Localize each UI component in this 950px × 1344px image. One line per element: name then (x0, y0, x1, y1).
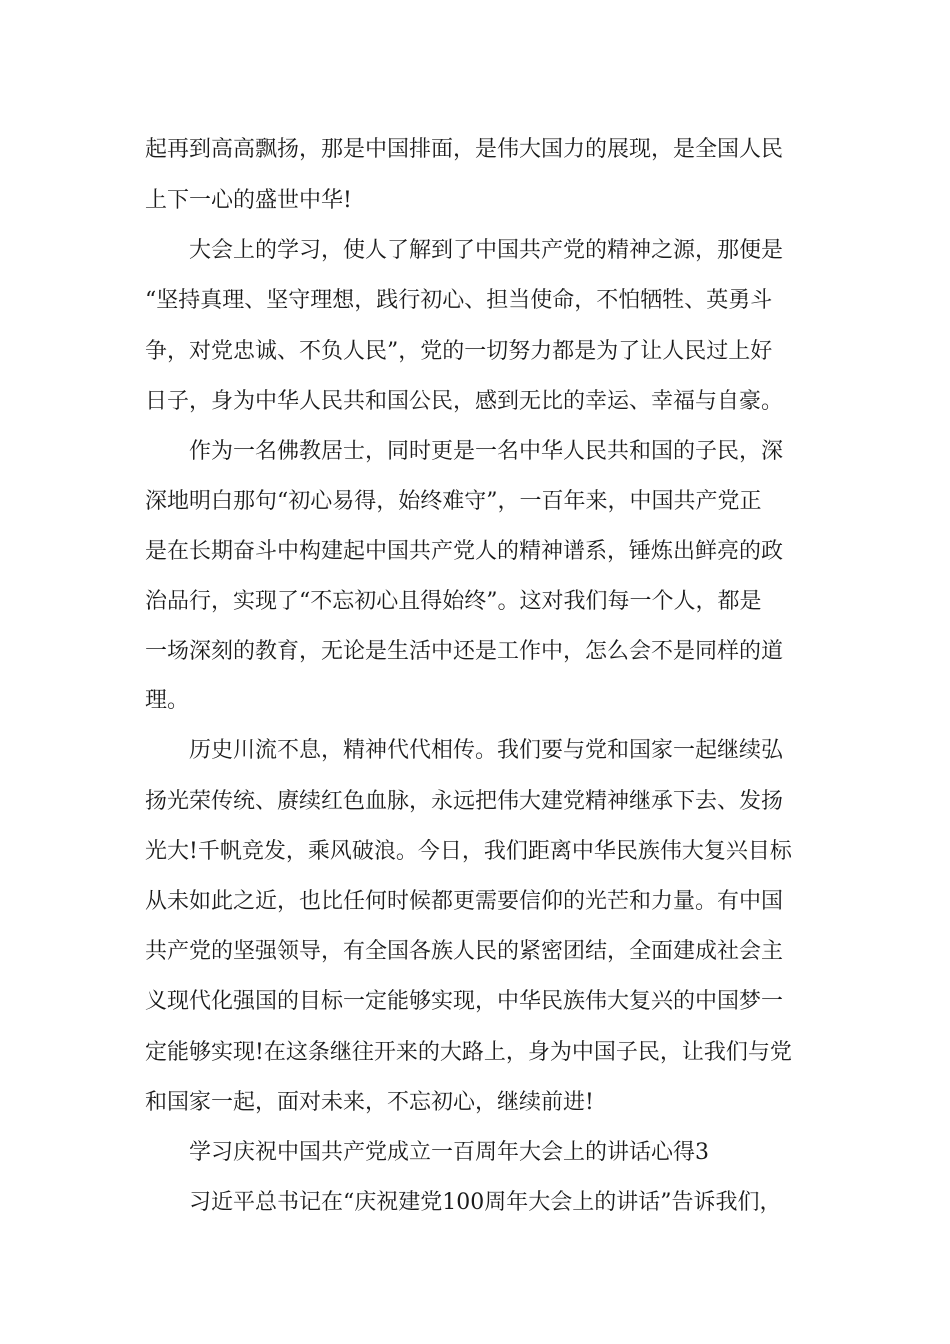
text-line-17: 共产党的坚强领导，有全国各族人民的紧密团结，全面建成社会主 (145, 939, 784, 964)
text-line-3: 大会上的学习，使人了解到了中国共产党的精神之源，那便是 (189, 238, 784, 263)
text-line-16: 从未如此之近，也比任何时候都更需要信仰的光芒和力量。有中国 (145, 889, 784, 914)
text-line-4: “坚持真理、坚守理想，践行初心、担当使命，不怕牺牲、英勇斗 (145, 288, 773, 313)
text-line-9: 是在长期奋斗中构建起中国共产党人的精神谱系，锤炼出鲜亮的政 (145, 539, 784, 564)
text-line-13: 历史川流不息，精神代代相传。我们要与党和国家一起继续弘 (189, 738, 784, 763)
text-line-15: 光大!千帆竞发，乘风破浪。今日，我们距离中华民族伟大复兴目标 (145, 839, 792, 864)
text-line-8: 深地明白那句“初心易得，始终难守”，一百年来，中国共产党正 (145, 489, 762, 514)
text-line-7: 作为一名佛教居士，同时更是一名中华人民共和国的子民，深 (189, 439, 784, 464)
text-line-2: 上下一心的盛世中华! (145, 188, 352, 213)
text-line-18: 义现代化强国的目标一定能够实现，中华民族伟大复兴的中国梦一 (145, 989, 784, 1014)
text-line-11: 一场深刻的教育，无论是生活中还是工作中，怎么会不是同样的道 (145, 639, 784, 664)
text-line-20: 和国家一起，面对未来，不忘初心，继续前进! (145, 1090, 594, 1115)
text-line-10: 治品行，实现了“不忘初心且得始终”。这对我们每一个人，都是 (145, 589, 762, 614)
text-line-19: 定能够实现!在这条继往开来的大路上，身为中国子民，让我们与党 (145, 1040, 792, 1065)
text-line-14: 扬光荣传统、赓续红色血脉，永远把伟大建党精神继承下去、发扬 (145, 789, 784, 814)
text-line-22: 习近平总书记在“庆祝建党100周年大会上的讲话”告诉我们， (189, 1190, 782, 1215)
text-line-5: 争，对党忠诚、不负人民”，党的一切努力都是为了让人民过上好 (145, 339, 773, 364)
section-heading: 学习庆祝中国共产党成立一百周年大会上的讲话心得3 (189, 1140, 709, 1165)
text-line-12: 理。 (145, 688, 190, 713)
text-line-6: 日子，身为中华人民共和国公民，感到无比的幸运、幸福与自豪。 (145, 389, 784, 414)
text-line-1: 起再到高高飘扬，那是中国排面，是伟大国力的展现，是全国人民 (145, 137, 784, 162)
